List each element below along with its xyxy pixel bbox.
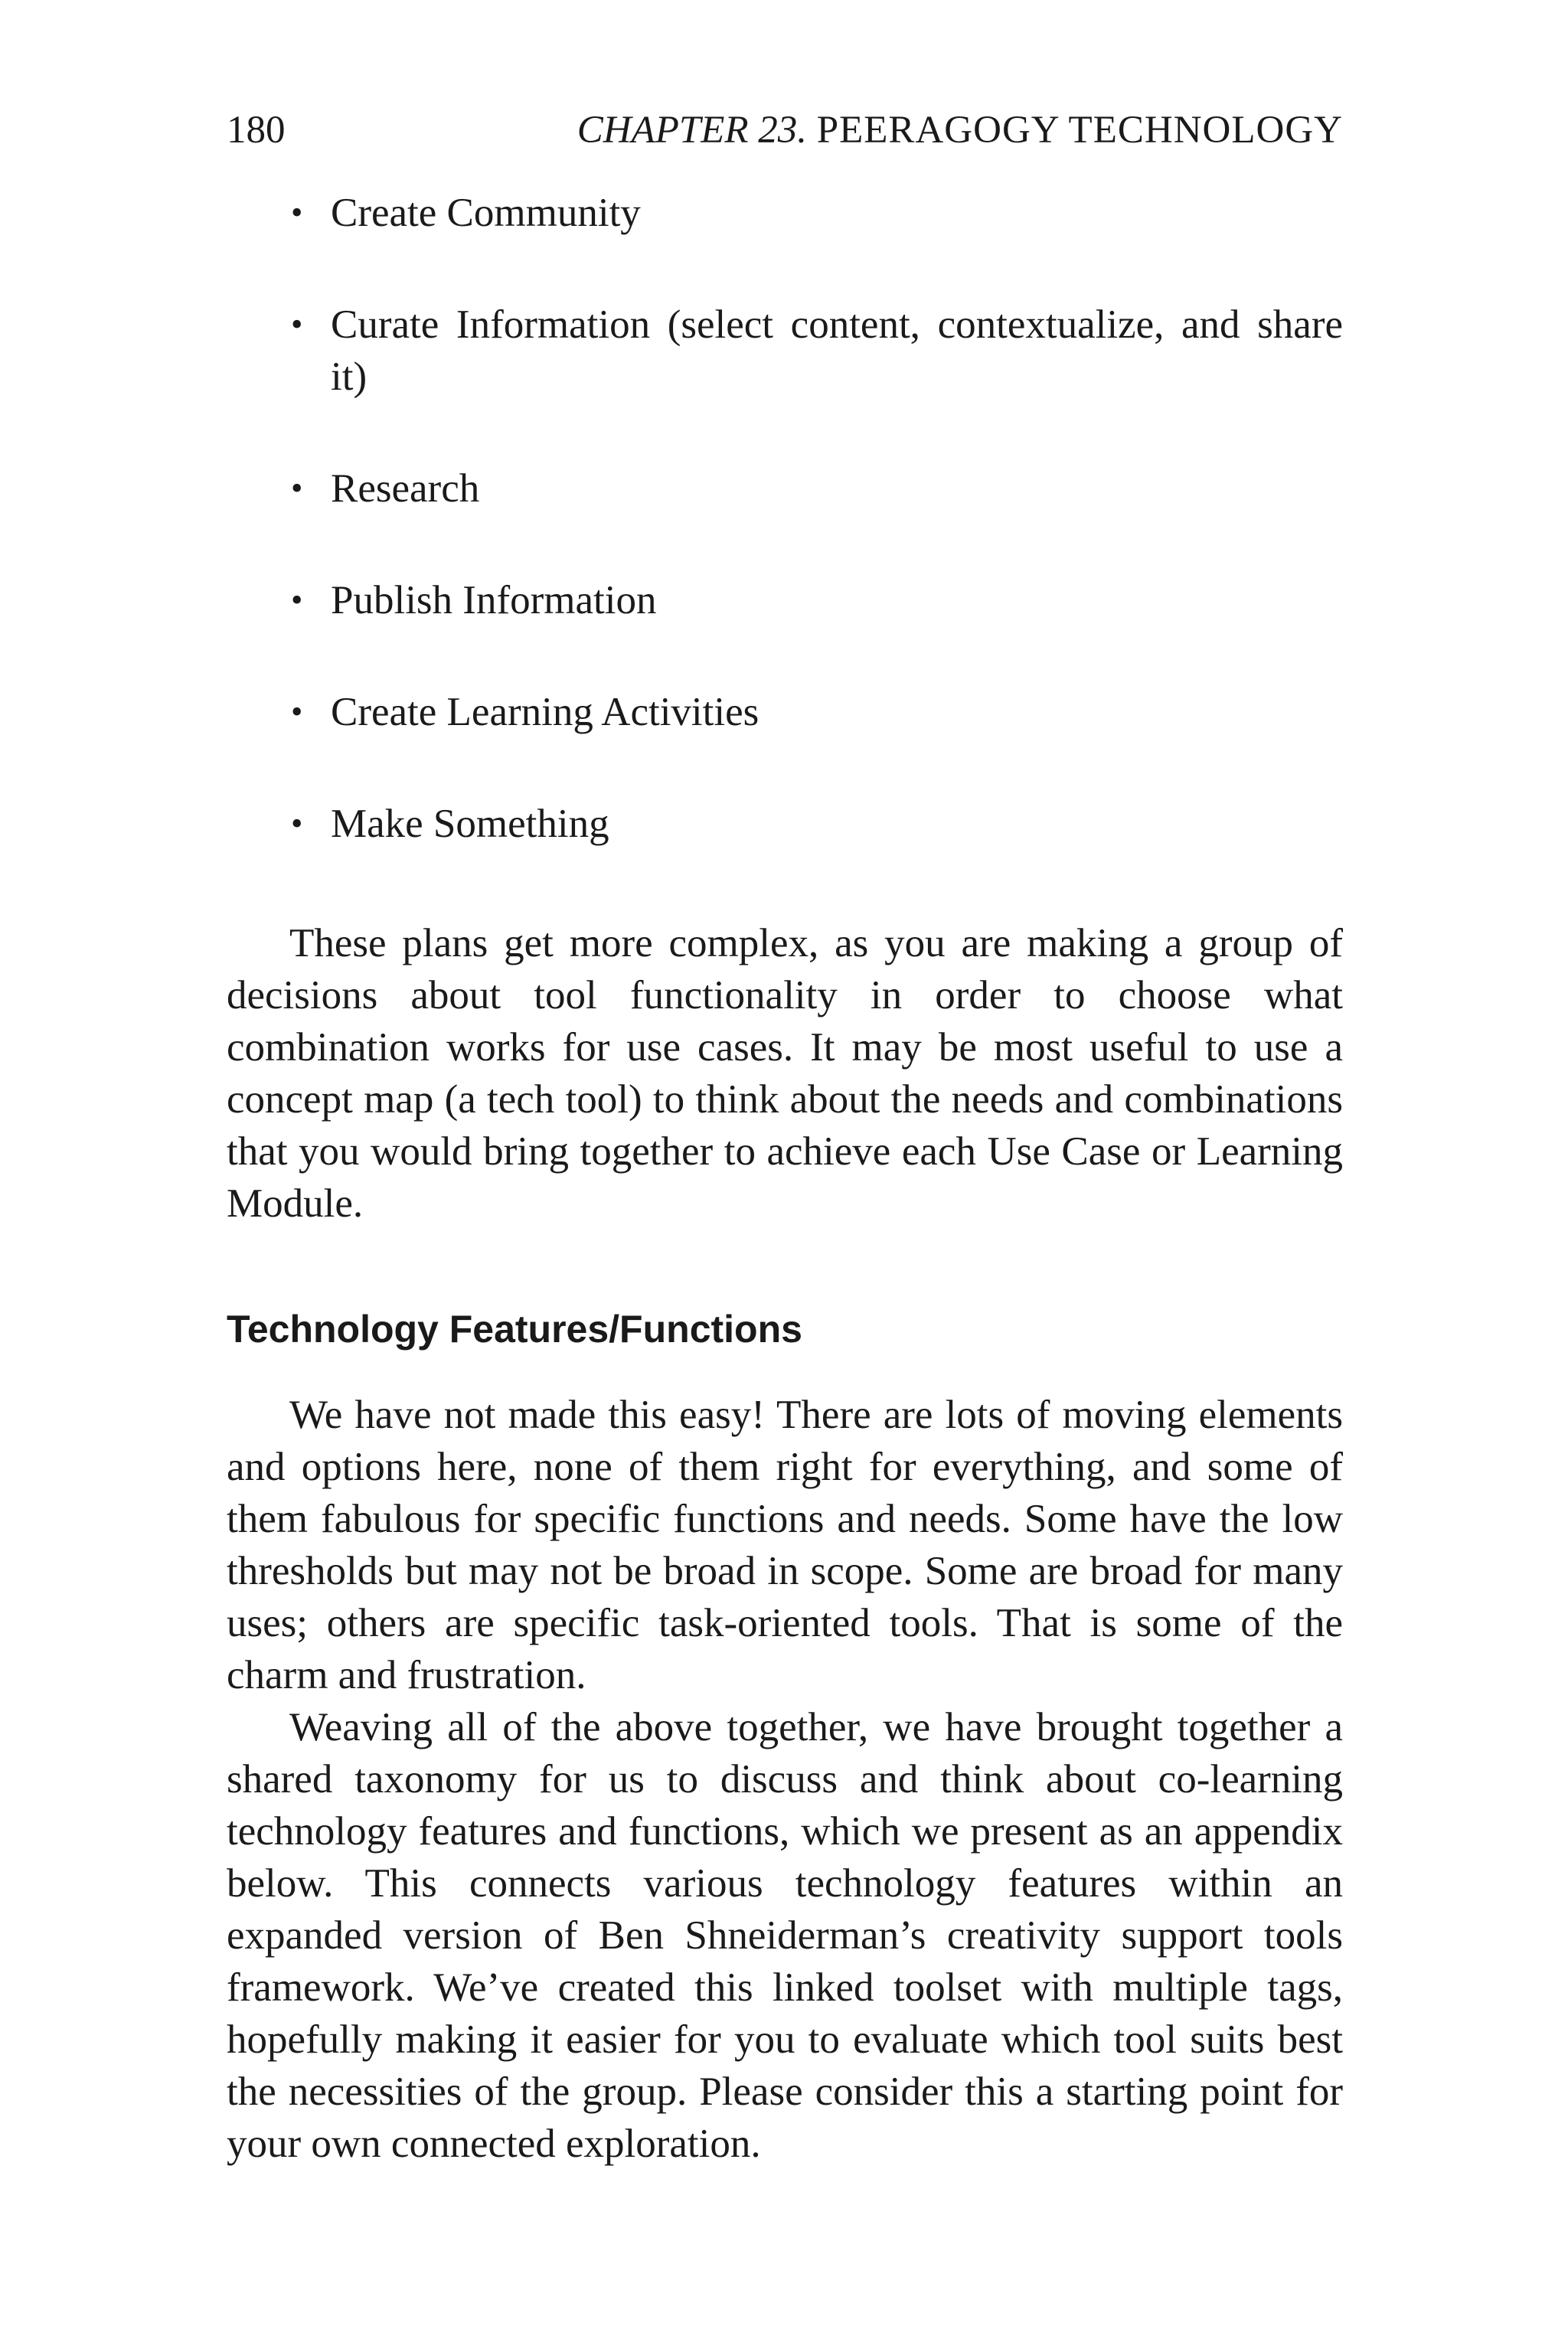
chapter-title: PEERAGOGY TECHNOLOGY: [816, 109, 1343, 152]
body-text-block-1: [227, 917, 1343, 1230]
section-heading: Technology Features/Functions: [227, 1308, 802, 1351]
paragraph-moving-elements: We have not made this easy! There are lots of moving elements and options here, none of them right for everything, and some of them fabulous for specific functions and needs. Some have the low thresholds but may not be broad in scope. Some are broad for many uses; others are specific task-oriented tools. That is some of the charm and frustration.: [227, 1393, 1343, 1697]
running-head: [577, 107, 1343, 153]
bullet-icon: •: [291, 194, 303, 231]
list-item: [227, 686, 1343, 738]
list-item: [227, 574, 1343, 626]
chapter-label: CHAPTER 23.: [577, 109, 808, 152]
list-item-text: Create Community: [331, 191, 641, 235]
list-item-text: Curate Information (select content, contextualize, and share it): [331, 302, 1343, 399]
paragraph-use-cases: These plans get more complex, as you are making a group of decisions about tool functionality in order to choose what combination works for use cases. It may be most useful to use a concept map (a tech tool) to think about the needs and combinations that you would bring together to achieve each Use Case or Learning Module.: [227, 921, 1343, 1226]
bullet-icon: •: [291, 581, 303, 619]
list-item: [227, 187, 1343, 239]
list-item-text: Make Something: [331, 802, 609, 846]
list-item-text: Create Learning Activities: [331, 690, 760, 734]
list-item: [227, 462, 1343, 514]
bullet-list: [227, 187, 1343, 910]
bullet-icon: •: [291, 469, 303, 507]
body-text-block-2: [227, 1389, 1343, 2170]
list-item-text: Publish Information: [331, 578, 657, 622]
bullet-icon: •: [291, 693, 303, 730]
list-item: [227, 299, 1343, 403]
paragraph-taxonomy: Weaving all of the above together, we have brought together a shared taxonomy for us to discuss and think about co-learning technology features and functions, which we present as an appendix below. This connects various technology features within an expanded version of Ben Shneiderman’s creativity support tools framework. We’ve created this linked toolset with multiple tags, hopefully making it easier for you to evaluate which tool suits best the necessities of the group. Please consider this a starting point for your own connected exploration.: [227, 1705, 1343, 2166]
bullet-icon: •: [291, 805, 303, 842]
list-item-text: Research: [331, 466, 480, 511]
bullet-icon: •: [291, 305, 303, 343]
page-number: 180: [227, 109, 286, 152]
list-item: [227, 798, 1343, 850]
